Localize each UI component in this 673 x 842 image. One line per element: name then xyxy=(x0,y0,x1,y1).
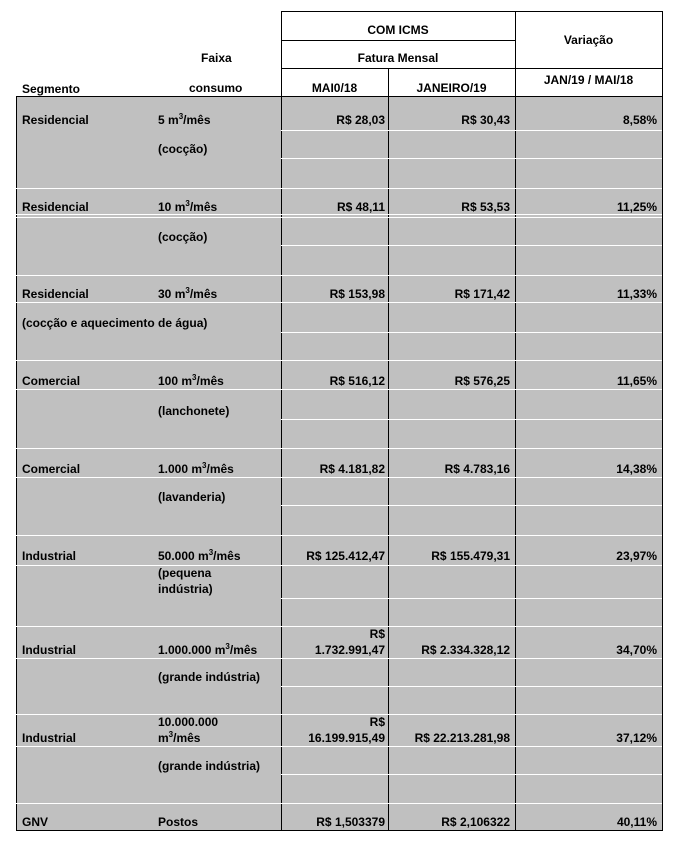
row-faixa: 50.000 $m^3$/mês xyxy=(158,548,241,563)
row-desc: (grande indústria) xyxy=(158,670,261,684)
row-faixa-unit: $m^3$/mês xyxy=(158,730,201,745)
header-faixa: Faixa xyxy=(201,51,232,65)
row-var: 11,25% xyxy=(616,200,657,214)
row-segment: Industrial xyxy=(22,731,77,745)
header-consumo: consumo xyxy=(189,81,243,95)
row-mai-line1: R$ xyxy=(369,715,385,729)
header-col-var: JAN/19 / MAI/18 xyxy=(543,73,634,87)
row-var: 8,58% xyxy=(622,113,657,127)
row-faixa: 1.000.000 $m^3$/mês xyxy=(158,642,258,657)
row-mai-line2: 16.199.915,49 xyxy=(308,731,385,745)
table-bottom-border xyxy=(16,830,663,831)
header-col-mai: MAI0/18 xyxy=(311,81,358,95)
table-left-border xyxy=(16,96,17,831)
row-jan: R$ 155.479,31 xyxy=(431,549,510,563)
row-mai: R$ 4.181,82 xyxy=(319,462,385,476)
row-jan: R$ 2,106322 xyxy=(441,815,510,829)
row-mai: R$ 28,03 xyxy=(336,113,385,127)
row-segment: Residencial xyxy=(22,200,89,214)
table-right-border xyxy=(662,11,663,831)
row-faixa: 5 $m^3$/mês xyxy=(158,112,211,127)
row-desc: (lavanderia) xyxy=(158,490,226,504)
row-desc: (grande indústria) xyxy=(158,759,261,773)
header-col-jan: JANEIRO/19 xyxy=(416,81,487,95)
row-jan: R$ 2.334.328,12 xyxy=(421,643,510,657)
header-segmento: Segmento xyxy=(22,82,81,96)
row-mai: R$ 153,98 xyxy=(329,287,385,301)
row-segment: Industrial xyxy=(22,643,77,657)
header-com-icms: COM ICMS xyxy=(367,23,429,37)
row-jan: R$ 4.783,16 xyxy=(444,462,510,476)
row-jan: R$ 171,42 xyxy=(454,287,510,301)
row-desc: (lanchonete) xyxy=(158,404,230,418)
row-segment: GNV xyxy=(22,815,49,829)
col-divider-2 xyxy=(515,11,516,831)
header-left-border xyxy=(281,11,282,831)
col-divider-1 xyxy=(388,68,389,831)
row-desc-line2: indústria) xyxy=(158,582,213,596)
row-var: 40,11% xyxy=(616,815,657,829)
row-faixa: 30 $m^3$/mês xyxy=(158,286,218,301)
row-var: 34,70% xyxy=(616,643,657,657)
row-var: 23,97% xyxy=(616,549,657,563)
row-segment: Industrial xyxy=(22,549,77,563)
row-segment: Residencial xyxy=(22,287,89,301)
header-variacao: Variação xyxy=(563,33,614,47)
row-faixa: 10 $m^3$/mês xyxy=(158,199,218,214)
row-jan: R$ 22.213.281,98 xyxy=(414,731,510,745)
row-faixa: Postos xyxy=(158,815,199,829)
row-segment: Residencial xyxy=(22,113,89,127)
header-sub-border xyxy=(281,68,663,69)
row-faixa: 100 $m^3$/mês xyxy=(158,373,224,388)
row-segment: Comercial xyxy=(22,462,81,476)
row-mai: R$ 125.412,47 xyxy=(306,549,385,563)
header-mid-border xyxy=(281,40,515,41)
row-var: 11,65% xyxy=(616,374,657,388)
row-desc: (cocção) xyxy=(158,230,208,244)
row-mai-line2: 1.732.991,47 xyxy=(314,643,385,657)
row-var: 11,33% xyxy=(616,287,657,301)
header-bottom-border xyxy=(16,96,663,97)
row-mai-line1: R$ xyxy=(369,627,385,641)
row-desc: (cocção) xyxy=(158,142,208,156)
row-jan: R$ 576,25 xyxy=(454,374,510,388)
row-desc-line1: (pequena xyxy=(158,566,212,580)
row-jan: R$ 30,43 xyxy=(461,113,510,127)
row-mai: R$ 516,12 xyxy=(329,374,385,388)
row-segment: Comercial xyxy=(22,374,81,388)
row-var: 37,12% xyxy=(616,731,657,745)
row-desc: (cocção e aquecimento de água) xyxy=(22,316,208,330)
row-mai: R$ 1,503379 xyxy=(316,815,385,829)
header-fatura-mensal: Fatura Mensal xyxy=(357,51,439,65)
row-faixa-line1: 10.000.000 xyxy=(158,715,219,729)
row-faixa: 1.000 $m^3$/mês xyxy=(158,461,234,476)
row-jan: R$ 53,53 xyxy=(461,200,510,214)
row-mai: R$ 48,11 xyxy=(336,200,385,214)
header-top-border xyxy=(281,11,663,12)
row-var: 14,38% xyxy=(616,462,657,476)
